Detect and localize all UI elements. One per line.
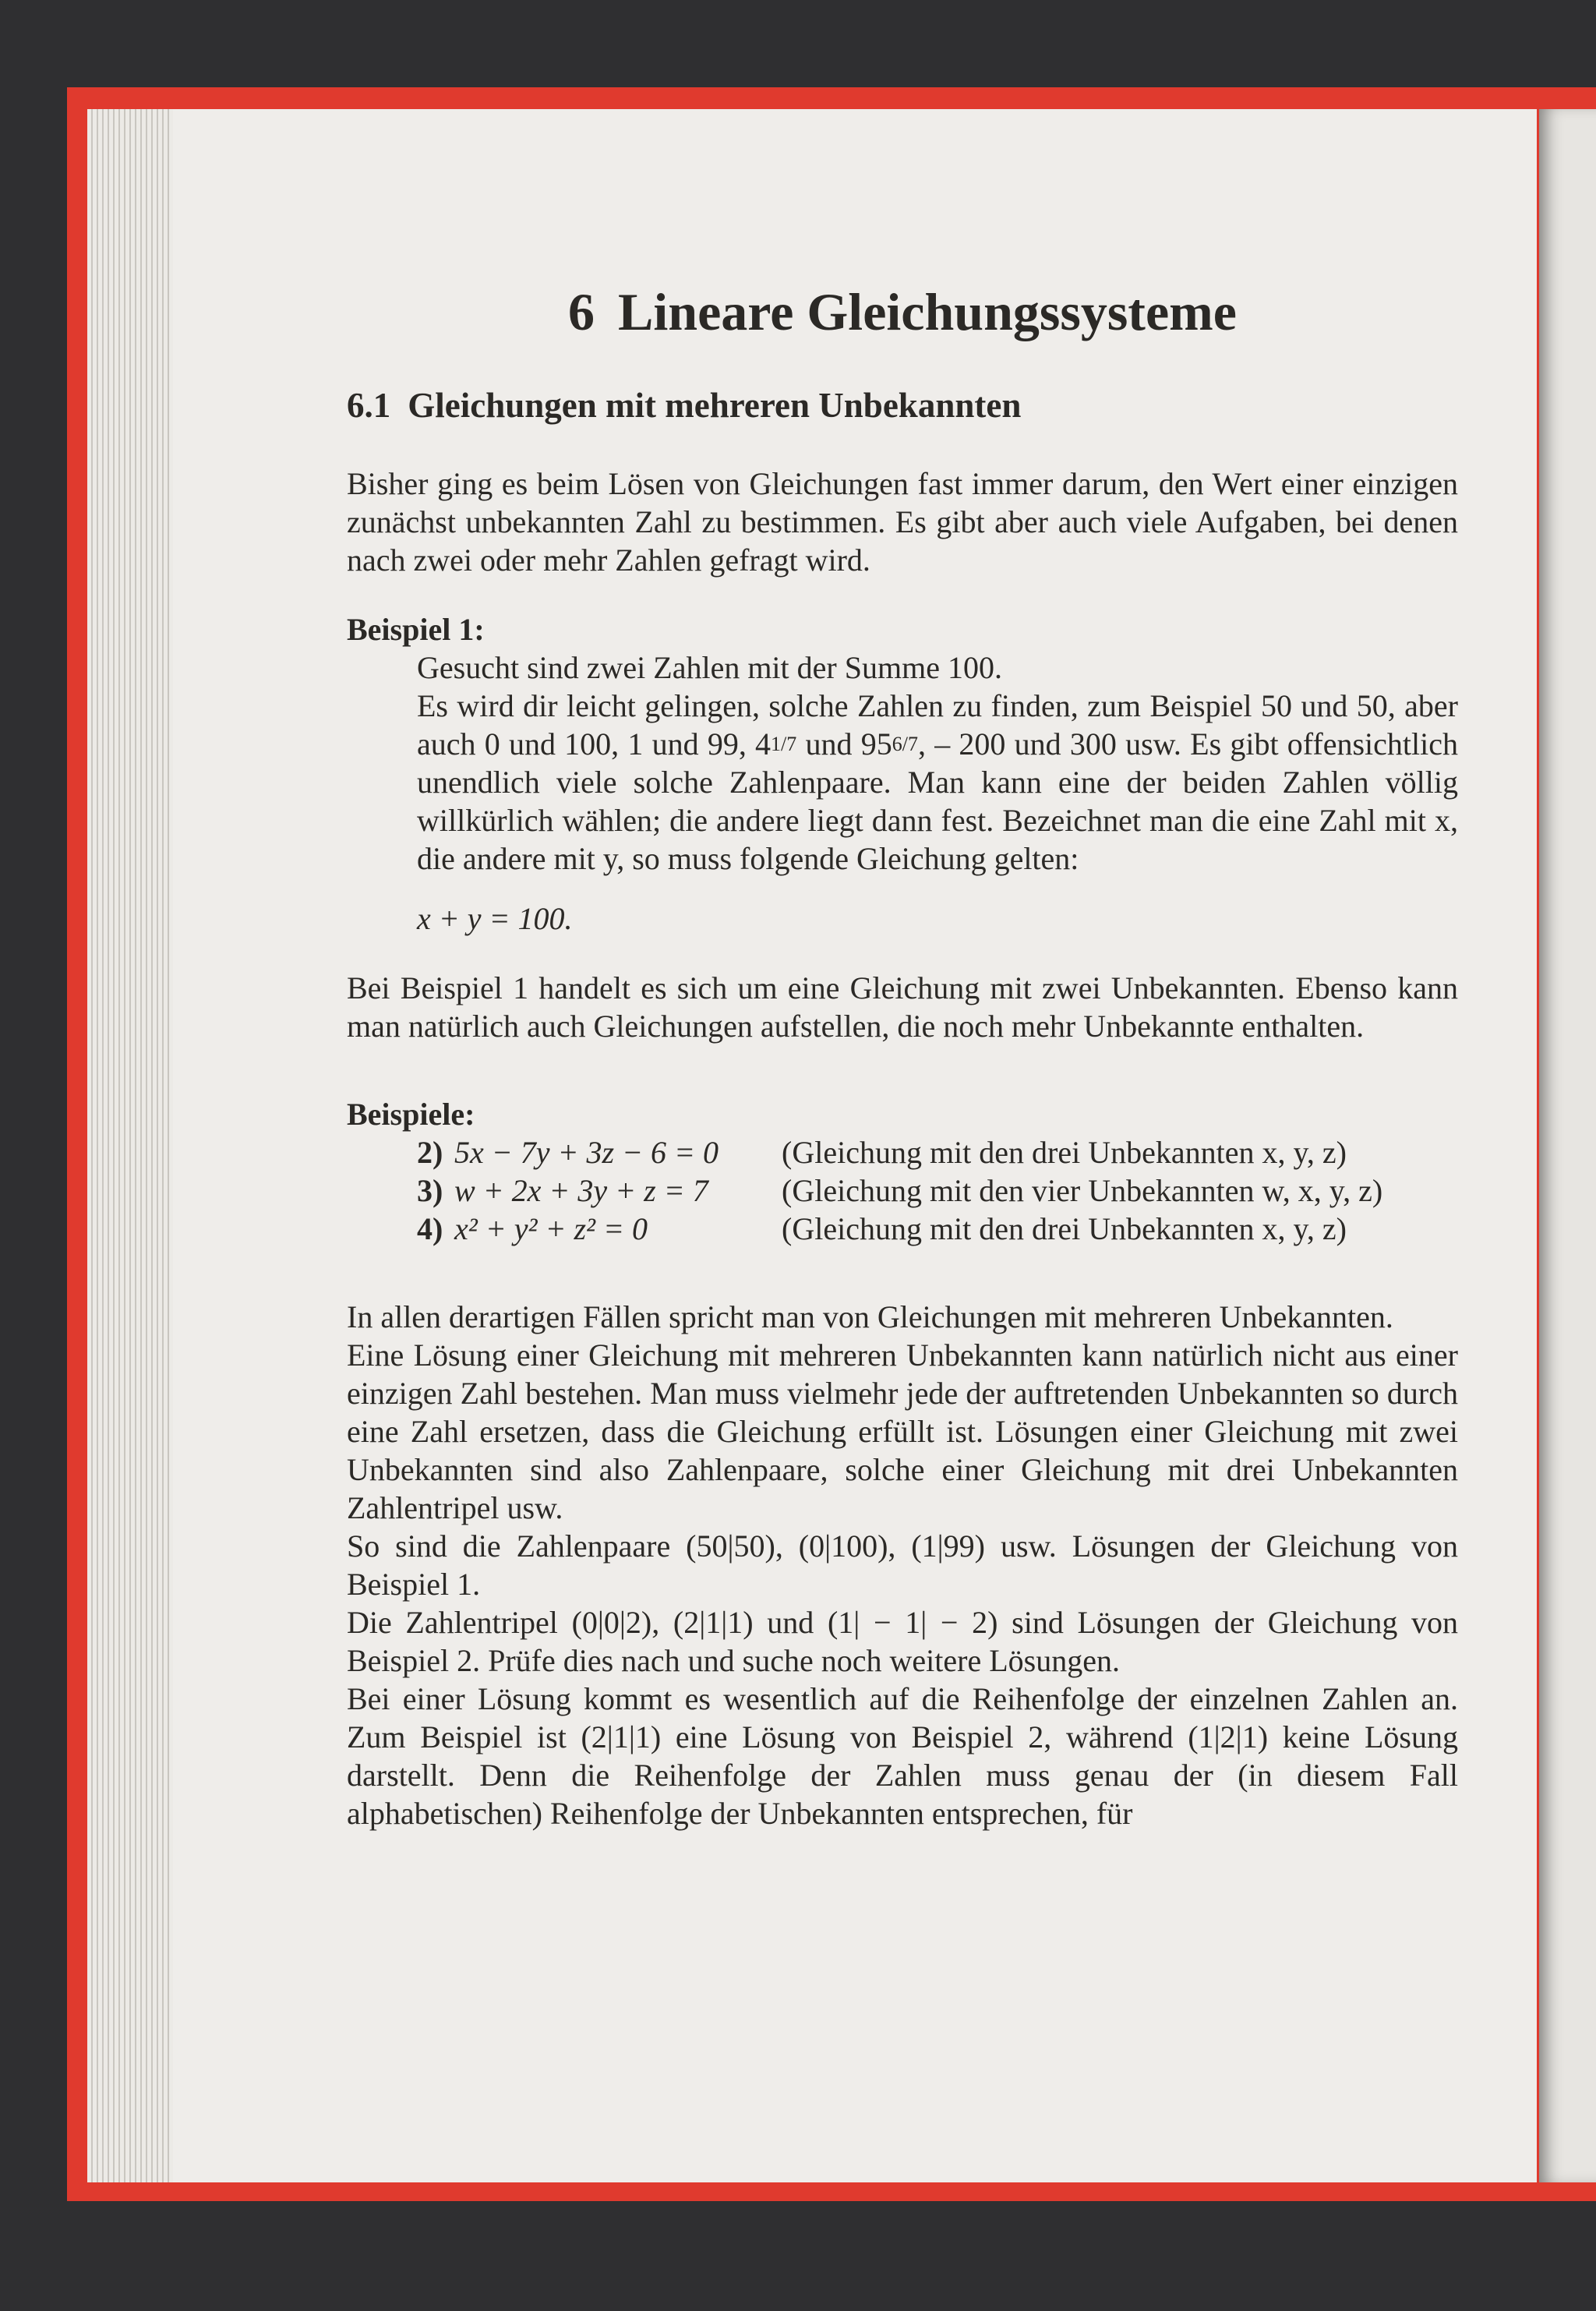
example-1-body [417,648,1458,938]
example-1-equation: x + y = 100. [417,901,573,936]
example-1-line1: Gesucht sind zwei Zahlen mit der Summe 100. [417,650,1002,685]
body-paragraph: Eine Lösung einer Gleichung mit mehreren Unbekannten kann natürlich nicht aus einer einzigen Zahl bestehen. Man muss vielmehr jede der auftretenden Unbekannten so durch eine Zahl ersetzen, dass die Gleichung erfüllt ist. Lösungen einer Gleichung mit zwei Unbekannten sind also Zahlenpaare, solche einer Gleichung mit drei Unbekannten Zahlentripel usw. [347,1337,1458,1525]
page-stack-edges [87,109,175,2182]
page-content [347,281,1458,1832]
example-formula: w + 2x + 3y + z = 7 [454,1173,708,1208]
example-1-text-a: Es wird dir leicht gelingen, solche Zahlen zu finden, zum Beispiel 50 und 50, aber auch 0 und 100, 1 und 99, 4 [417,688,1458,761]
example-number: 3) [417,1173,443,1208]
intro-paragraph: Bisher ging es beim Lösen von Gleichungen fast immer darum, den Wert einer einzigen zunächst unbekannten Zahl zu bestimmen. Es gibt aber auch viele Aufgaben, bei denen nach zwei oder mehr Zahlen gefragt wird. [347,466,1458,578]
after-example-1-paragraph: Bei Beispiel 1 handelt es sich um eine Gleichung mit zwei Unbekannten. Ebenso kann man natürlich auch Gleichungen aufstellen, die noch mehr Unbekannte enthalten. [347,970,1458,1044]
body-paragraph: Die Zahlentripel (0|0|2), (2|1|1) und (1| − 1| − 2) sind Lösungen der Gleichung von Beispiel 2. Prüfe dies nach und suche noch weitere Lösungen. [347,1605,1458,1678]
example-row [417,1133,1458,1171]
example-1-text-b: und 95 [796,726,892,761]
section-heading [347,383,1458,427]
fraction-1: 1/7 [771,733,797,755]
body-paragraph: In allen derartigen Fällen spricht man von Gleichungen mit mehreren Unbekannten. [347,1299,1393,1334]
example-description: (Gleichung mit den drei Unbekannten x, y, z) [782,1135,1347,1170]
section-number: 6.1 [347,386,391,425]
body-paragraph: Bei einer Lösung kommt es wesentlich auf die Reihenfolge der einzelnen Zahlen an. Zum Beispiel ist (2|1|1) eine Lösung von Beispiel 2, während (1|2|1) keine Lösung darstellt. Denn die Reihenfolge der Zahlen muss genau der (in diesem Fall alphabetischen) Reihenfolge der Unbekannten entsprechen, für [347,1681,1458,1831]
example-description: (Gleichung mit den vier Unbekannten w, x, y, z) [782,1173,1383,1208]
fraction-2: 6/7 [892,733,918,755]
chapter-title: Lineare Gleichungssysteme [618,282,1237,341]
example-1-text-c: , – 200 und 300 usw. Es gibt offensichtlich unendlich viele solche Zahlenpaare. Man kann eine der beiden Zahlen völlig willkürlich wählen; die andere liegt dann fest. Bezeichnet man die eine Zahl mit x, die andere mit y, so muss folgende Gleichung gelten: [417,726,1459,876]
facing-page-edge [1539,109,1596,2182]
example-formula: x² + y² + z² = 0 [454,1211,648,1246]
example-number: 4) [417,1211,443,1246]
example-1-label: Beispiel 1: [347,612,485,647]
example-description: (Gleichung mit den drei Unbekannten x, y, z) [782,1211,1347,1246]
examples-table [417,1133,1458,1248]
example-row [417,1171,1458,1210]
body-paragraph: So sind die Zahlenpaare (50|50), (0|100), (1|99) usw. Lösungen der Gleichung von Beispiel 1. [347,1528,1458,1602]
chapter-number: 6 [568,282,595,341]
example-number: 2) [417,1135,443,1170]
example-1-text [417,687,1458,878]
chapter-heading [347,281,1458,343]
section-title: Gleichungen mit mehreren Unbekannten [408,386,1022,425]
example-row [417,1210,1458,1248]
examples-label: Beispiele: [347,1097,475,1132]
example-formula: 5x − 7y + 3z − 6 = 0 [454,1135,719,1170]
